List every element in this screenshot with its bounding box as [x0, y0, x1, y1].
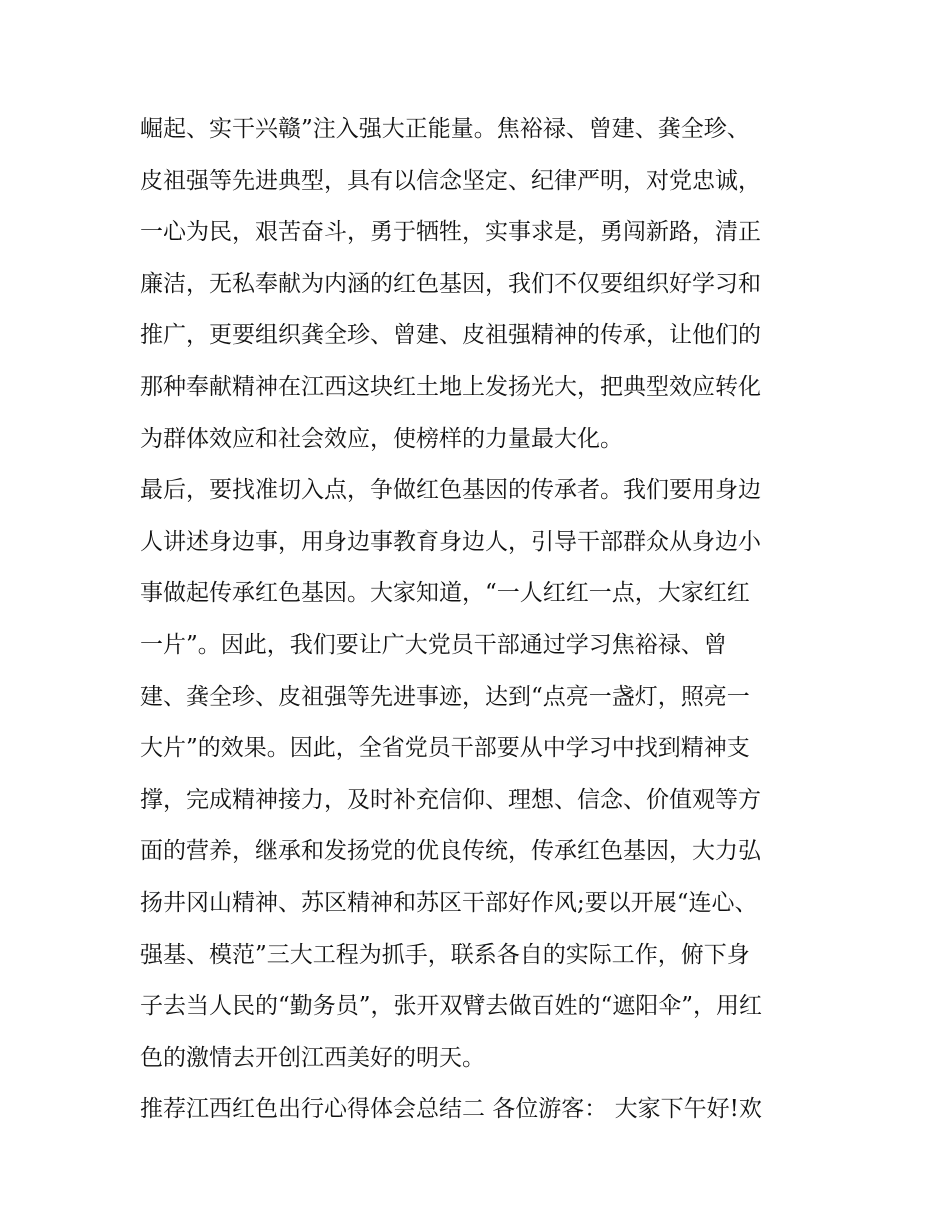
text-line: 推荐江西红色出行心得体会总结二 各位游客： 大家下午好!欢	[140, 1096, 762, 1123]
text-line: 皮祖强等先进典型，具有以信念坚定、纪律严明，对党忠诚，	[140, 167, 761, 194]
text-line: 子去当人民的“勤务员”，张开双臂去做百姓的“遮阳伞”，用红	[140, 993, 763, 1020]
text-line: 强基、模范”三大工程为抓手，联系各自的实际工作，俯下身	[140, 941, 750, 968]
body-text	[140, 104, 820, 1136]
text-line: 事做起传承红色基因。大家知道，“一人红红一点，大家红红	[140, 580, 750, 607]
text-line: 面的营养，继承和发扬党的优良传统，传承红色基因，大力弘	[140, 838, 761, 865]
text-line: 扬井冈山精神、苏区精神和苏区干部好作风;要以开展“连心、	[140, 889, 758, 916]
text-line: 最后，要找准切入点，争做红色基因的传承者。我们要用身边	[140, 477, 761, 504]
text-line: 色的激情去开创江西美好的明天。	[140, 1044, 485, 1071]
text-line: 为群体效应和社会效应，使榜样的力量最大化。	[140, 425, 623, 452]
text-line: 一心为民，艰苦奋斗，勇于牺牲，实事求是，勇闯新路，清正	[140, 219, 761, 246]
text-line: 廉洁，无私奉献为内涵的红色基因，我们不仅要组织好学习和	[140, 270, 761, 297]
text-line: 人讲述身边事，用身边事教育身边人，引导干部群众从身边小	[140, 528, 761, 555]
text-line: 大片”的效果。因此，全省党员干部要从中学习中找到精神支	[140, 735, 750, 762]
text-line: 一片”。因此，我们要让广大党员干部通过学习焦裕禄、曾	[140, 631, 727, 658]
text-line: 崛起、实干兴赣”注入强大正能量。焦裕禄、曾建、龚全珍、	[140, 116, 750, 142]
text-line: 那种奉献精神在江西这块红土地上发扬光大，把典型效应转化	[140, 373, 761, 400]
text-line: 推广，更要组织龚全珍、曾建、皮祖强精神的传承，让他们的	[140, 322, 761, 349]
text-line: 撑，完成精神接力，及时补充信仰、理想、信念、价值观等方	[140, 786, 761, 813]
text-line: 建、龚全珍、皮祖强等先进事迹，达到“点亮一盏灯，照亮一	[140, 683, 750, 710]
